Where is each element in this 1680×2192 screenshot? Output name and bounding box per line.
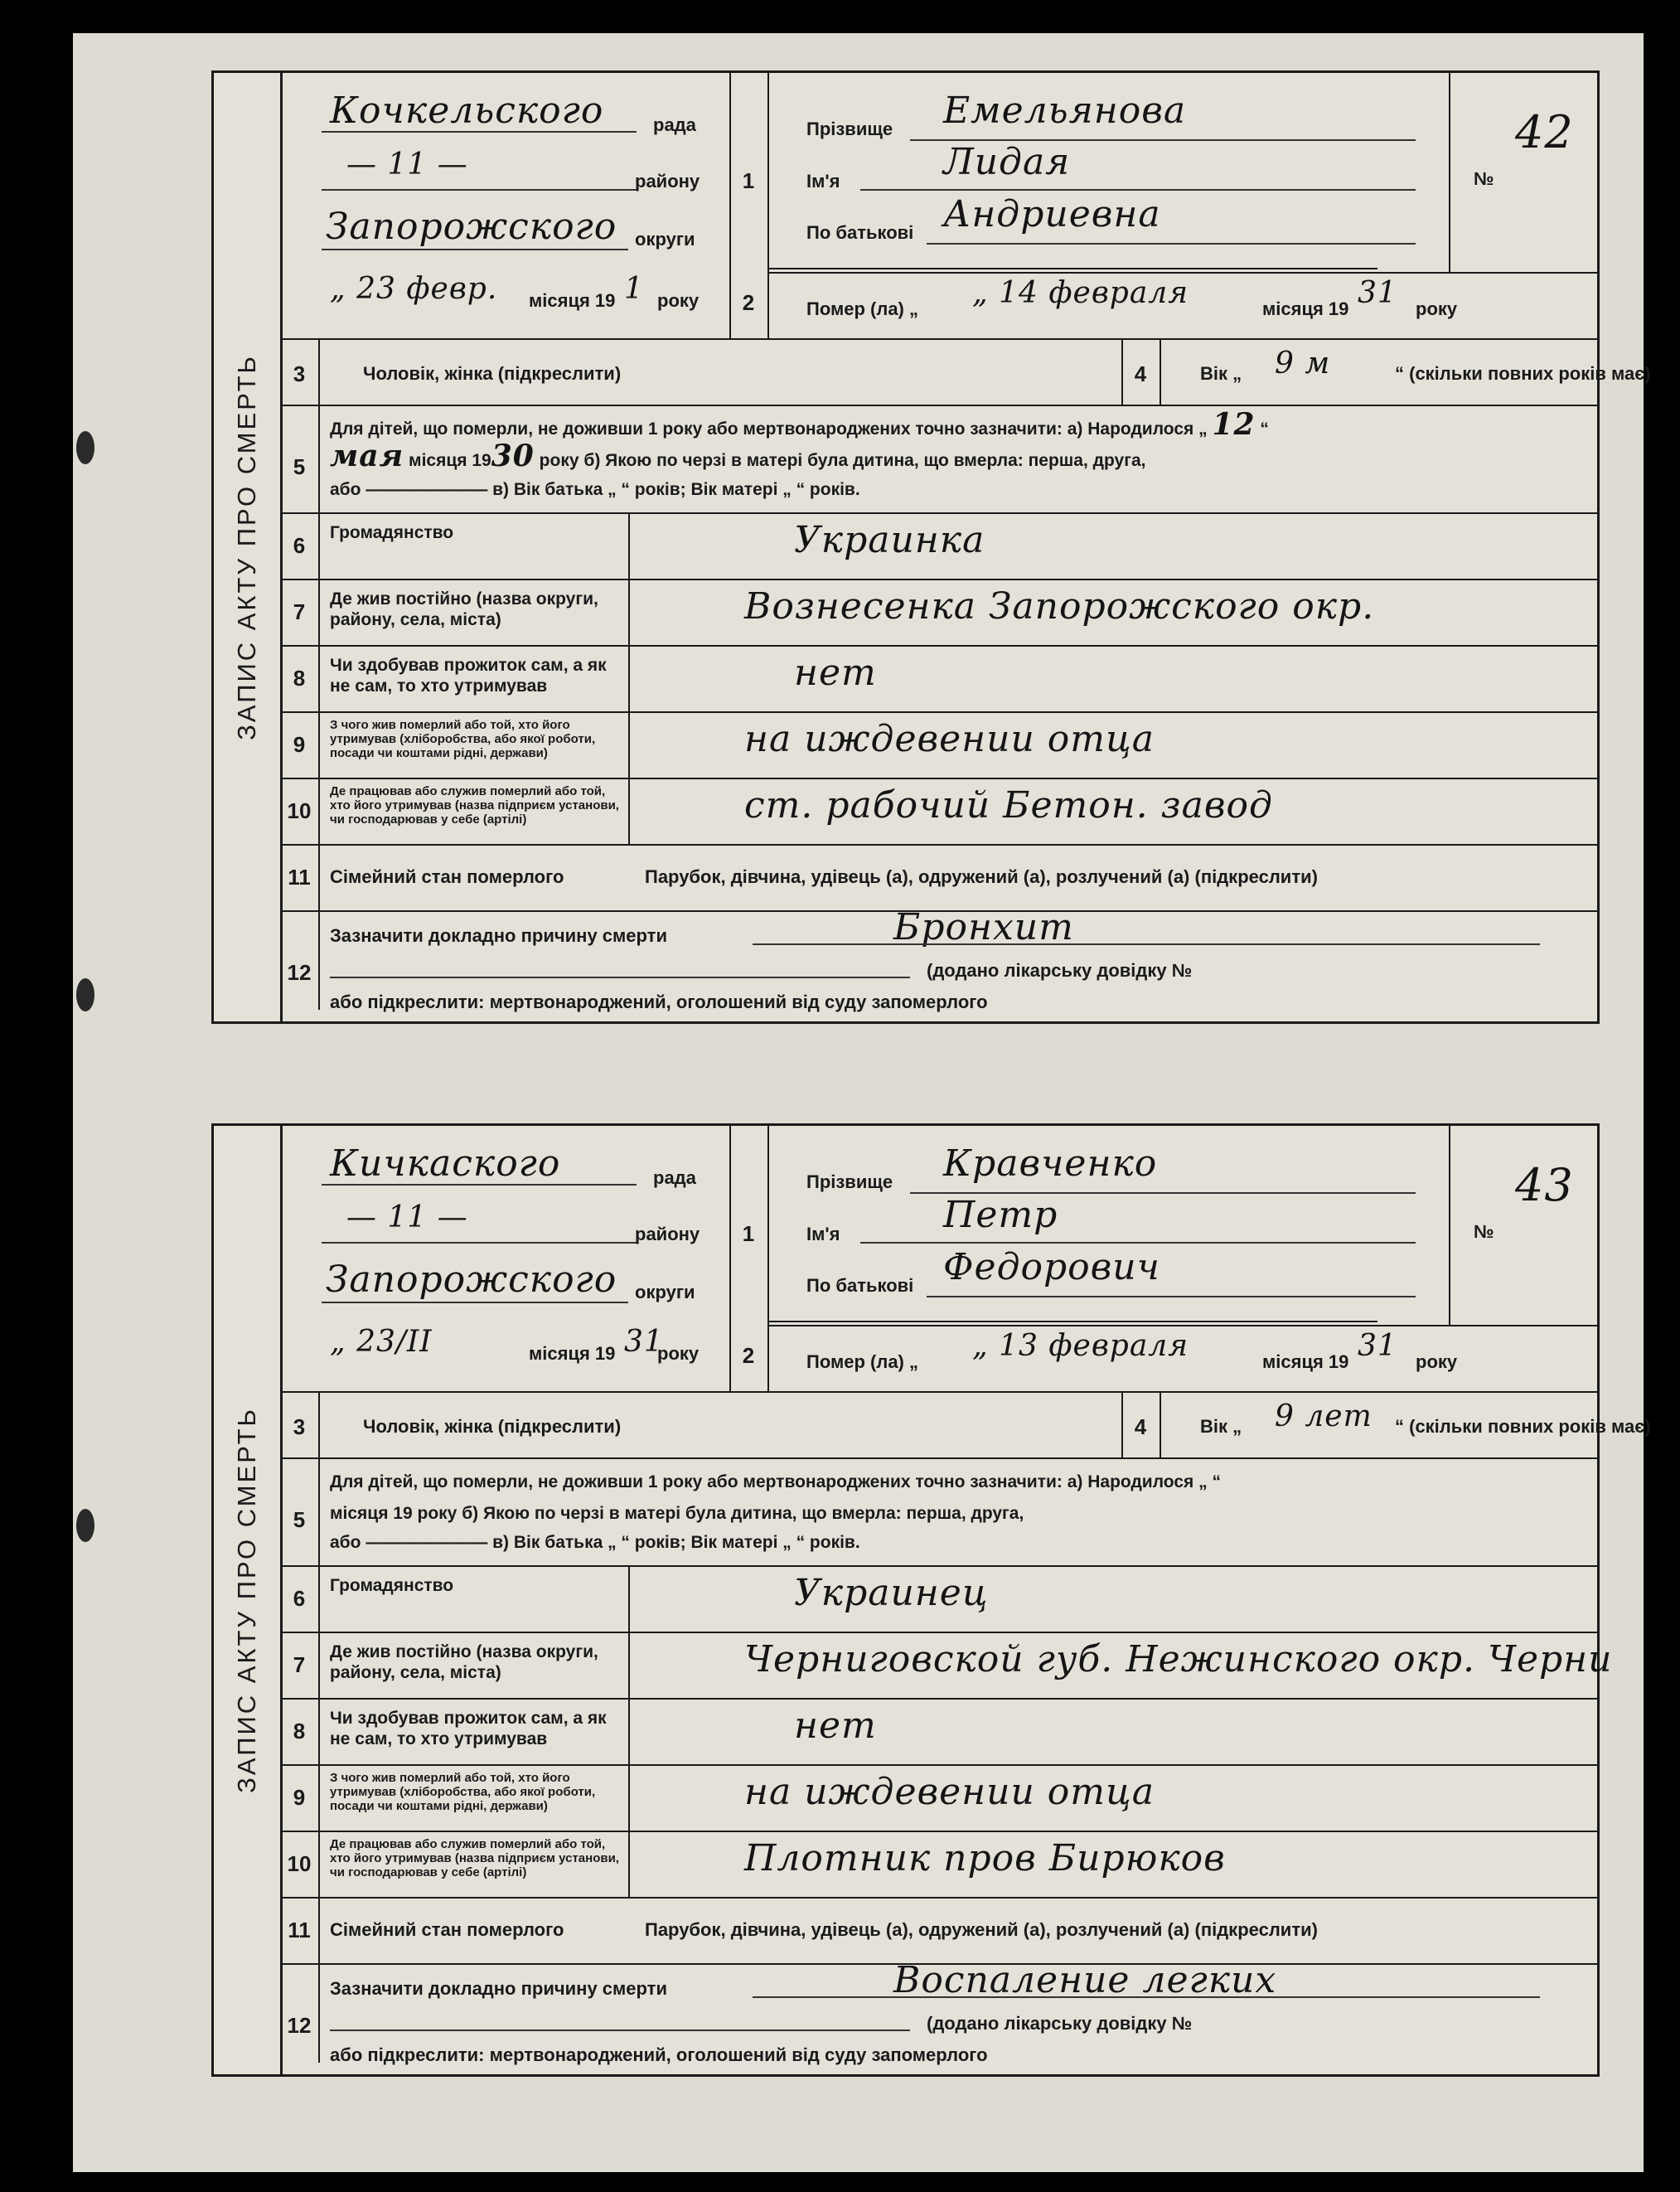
field-label: Де жив постійно (назва округи, району, села, міста) [330, 1642, 598, 1682]
marital-label: Сімейний стан померлого [330, 1919, 564, 1940]
name-label: Ім'я [806, 1224, 840, 1244]
field-label: Де працював або служив померлий або той, хто його утримував (назва підприєм установи, чи господарював у себе (артілі) [330, 1837, 619, 1879]
row-number: 1 [742, 1221, 755, 1246]
patronymic-value: Федорович [943, 1246, 1160, 1288]
age-label: Вік „ [1200, 1416, 1242, 1437]
surname-value: Емельянова [943, 90, 1187, 132]
record-number-value: 43 [1515, 1159, 1574, 1211]
field-value: нет [794, 1705, 877, 1747]
marital-options: Парубок, дівчина, удівець (а), одружений (а), розлучений (а) (підкреслити) [645, 1919, 1318, 1940]
died-day-value: „ 13 февраля [972, 1329, 1189, 1363]
row-number: 10 [287, 1851, 312, 1876]
died-year-label: року [1416, 1351, 1458, 1372]
form-side-label: ЗАПИС АКТУ ПРО СМЕРТЬ [232, 1407, 261, 1793]
certificate-label: (додано лікарську довідку № [927, 960, 1193, 981]
certificate-label: (додано лікарську довідку № [927, 2013, 1193, 2034]
row-number: 3 [293, 361, 306, 386]
row-number: 11 [288, 1918, 311, 1942]
record-year-value: 31 [624, 1325, 664, 1359]
row-number: 8 [293, 666, 306, 691]
field-label: Чи здобував прожиток сам, а як не сам, то хто утримував [330, 656, 607, 696]
stillborn-label: або підкреслити: мертвонароджений, оголошений від суду запомерлого [330, 2044, 988, 2065]
cause-label: Зазначити докладно причину смерти [330, 1978, 667, 1999]
died-label: Помер (ла) „ [806, 1351, 918, 1372]
died-year-value: 31 [1358, 276, 1397, 310]
field-label: Де працював або служив померлий або той, хто його утримував (назва підприєм установи, чи господарював у себе (артілі) [330, 784, 619, 827]
row-number: 5 [293, 454, 306, 479]
rada-value: Кочкельского [330, 90, 604, 132]
field-value: на иждевении отца [744, 1771, 1155, 1813]
name-value: Петр [943, 1194, 1058, 1236]
row-number: 12 [287, 2013, 312, 2038]
infant-line-1: Для дітей, що померли, не доживши 1 року або мертвонароджених точно зазначити: а) Народилося „ 12 “ [330, 407, 1269, 442]
rada-label: рада [653, 1167, 696, 1188]
died-year-label: року [1416, 298, 1458, 319]
field-value: Вознесенка Запорожского окр. [744, 585, 1375, 628]
cause-value: Бронхит [893, 906, 1074, 948]
row-number: 3 [293, 1414, 306, 1439]
name-value: Лидая [943, 141, 1071, 183]
binding-edge [0, 0, 73, 2192]
row-number: 11 [288, 865, 311, 890]
name-label: Ім'я [806, 171, 840, 192]
field-value: ст. рабочий Бетон. завод [744, 784, 1273, 827]
row-number: 10 [287, 798, 312, 823]
field-label: Де жив постійно (назва округи, району, села, міста) [330, 589, 598, 629]
row-number: 7 [293, 1652, 306, 1677]
record-month-label: місяця 19 [529, 1343, 616, 1364]
field-label: Громадянство [330, 1576, 454, 1595]
binding-hole [76, 978, 94, 1011]
born-month-value: мая [330, 439, 404, 473]
marital-label: Сімейний стан померлого [330, 866, 564, 887]
age-label: Вік „ [1200, 363, 1242, 384]
raion-label: району [635, 171, 700, 192]
record-date-value: „ 23/II [330, 1325, 433, 1359]
okrug-value: Запорожского [326, 206, 617, 248]
raion-value: — 11 — [346, 148, 468, 182]
record-year-label: року [657, 290, 700, 311]
field-label: З чого жив померлий або той, хто його утримував (хліборобства, або якої роботи, посади чи коштами рідні, держави) [330, 1771, 596, 1813]
cause-value: Воспаление легких [893, 1959, 1277, 2001]
row-number: 2 [742, 290, 755, 315]
field-label: Чи здобував прожиток сам, а як не сам, то хто утримував [330, 1709, 607, 1748]
form-side-label: ЗАПИС АКТУ ПРО СМЕРТЬ [232, 354, 261, 740]
died-month-label: місяця 19 [1262, 1351, 1349, 1372]
sex-label: Чоловік, жінка (підкреслити) [363, 363, 622, 384]
field-value: Украинка [794, 519, 985, 561]
death-record-form [211, 70, 1651, 1024]
infant-line-1: Для дітей, що померли, не доживши 1 року або мертвонароджених точно зазначити: а) Народилося „ “ [330, 1472, 1221, 1491]
rada-value: Кичкаского [330, 1142, 561, 1185]
raion-label: району [635, 1224, 700, 1244]
row-number: 7 [293, 599, 306, 624]
row-number: 6 [293, 533, 306, 558]
raion-value: — 11 — [346, 1200, 468, 1234]
record-month-label: місяця 19 [529, 290, 616, 311]
row-number: 5 [293, 1507, 306, 1532]
number-label: № [1474, 1221, 1494, 1242]
born-day-value: 12 [1212, 407, 1256, 442]
row-number: 9 [293, 1785, 306, 1810]
field-value: Украинец [794, 1572, 989, 1614]
row-number: 1 [742, 168, 755, 193]
record-number-value: 42 [1515, 106, 1574, 158]
age-hint-label: “ (скільки повних років має) [1395, 1416, 1651, 1437]
field-value: нет [794, 652, 877, 694]
died-day-value: „ 14 февраля [972, 276, 1189, 310]
row-number: 9 [293, 732, 306, 757]
death-record-form [211, 1123, 1651, 2077]
field-label: Громадянство [330, 523, 454, 542]
field-label: З чого жив померлий або той, хто його утримував (хліборобства, або якої роботи, посади чи коштами рідні, держави) [330, 718, 596, 760]
died-month-label: місяця 19 [1262, 298, 1349, 319]
okrug-label: округи [635, 229, 695, 250]
row-number: 12 [287, 960, 312, 985]
row-number: 2 [742, 1343, 755, 1368]
sex-label: Чоловік, жінка (підкреслити) [363, 1416, 622, 1437]
okrug-label: округи [635, 1282, 695, 1302]
binding-hole [76, 1509, 94, 1542]
rada-label: рада [653, 114, 696, 135]
form-body [280, 1126, 1651, 2074]
patronymic-label: По батькові [806, 1275, 914, 1296]
binding-hole [76, 431, 94, 464]
number-label: № [1474, 168, 1494, 189]
row-number: 4 [1134, 1414, 1147, 1439]
form-side-strip [214, 73, 283, 1021]
row-number: 4 [1134, 361, 1147, 386]
age-value: 9 м [1275, 347, 1331, 381]
surname-label: Прізвище [806, 1171, 893, 1192]
record-year-value: 1 [624, 272, 644, 306]
surname-label: Прізвище [806, 119, 893, 139]
patronymic-value: Андриевна [943, 193, 1161, 235]
stillborn-label: або підкреслити: мертвонароджений, оголошений від суду запомерлого [330, 992, 988, 1012]
row-number: 8 [293, 1719, 306, 1743]
form-body [280, 73, 1651, 1021]
okrug-value: Запорожского [326, 1258, 617, 1301]
field-value: на иждевении отца [744, 718, 1155, 760]
infant-line-2: мая місяця 1930 року б) Якою по черзі в матері була дитина, що вмерла: перша, друга, [330, 439, 1146, 473]
row-number: 6 [293, 1586, 306, 1611]
record-year-label: року [657, 1343, 700, 1364]
record-date-value: „ 23 февр. [330, 272, 498, 306]
infant-line-3: або ——————— в) Вік батька „ “ років; Вік матері „ “ років. [330, 1533, 860, 1552]
surname-value: Кравченко [943, 1142, 1158, 1185]
born-year-value: 30 [491, 439, 535, 473]
died-label: Помер (ла) „ [806, 298, 918, 319]
age-value: 9 лет [1275, 1399, 1373, 1433]
infant-line-3: або ——————— в) Вік батька „ “ років; Вік матері „ “ років. [330, 480, 860, 499]
field-value: Черниговской губ. Нежинского окр. Черни [744, 1638, 1613, 1680]
cause-label: Зазначити докладно причину смерти [330, 925, 667, 946]
patronymic-label: По батькові [806, 222, 914, 243]
field-value: Плотник пров Бирюков [744, 1837, 1226, 1879]
form-side-strip [214, 1126, 283, 2074]
marital-options: Парубок, дівчина, удівець (а), одружений (а), розлучений (а) (підкреслити) [645, 866, 1318, 887]
age-hint-label: “ (скільки повних років має) [1395, 363, 1651, 384]
died-year-value: 31 [1358, 1329, 1397, 1363]
infant-line-2: місяця 19 року б) Якою по черзі в матері була дитина, що вмерла: перша, друга, [330, 1504, 1024, 1523]
